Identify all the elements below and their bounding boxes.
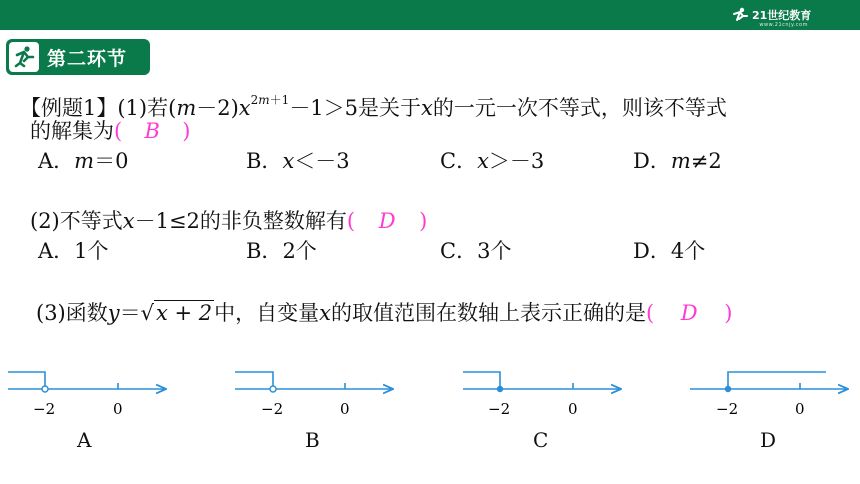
number-lines <box>0 364 860 484</box>
q2-option-c: C．3个 <box>440 239 512 263</box>
q2-option-d: D．4个 <box>633 239 706 263</box>
q1-option-b: B．x＜－3 <box>246 149 350 173</box>
q2-line <box>30 208 427 234</box>
q1-minus2: －2) <box>196 96 239 120</box>
q2-prefix: (2)不等式 <box>30 209 123 233</box>
tick-label-zero: 0 <box>340 400 350 418</box>
q1-rest: －1＞5是关于 <box>289 96 422 120</box>
q1-exponent: 2m＋1 <box>250 93 290 107</box>
q2-paren-open: ( <box>346 209 356 233</box>
tick-label-minus2: −2 <box>33 400 56 418</box>
runner-logo-icon <box>730 7 748 23</box>
logo-url: www.21cnjy.com <box>759 22 808 28</box>
q2-var-x: x <box>122 209 135 233</box>
q2-answer: D <box>378 209 396 233</box>
q1-tail: 的一元一次不等式，则该不等式 <box>432 96 727 120</box>
q3-mid: 中，自变量 <box>214 301 320 325</box>
header-bar <box>0 0 860 30</box>
number-line-a <box>8 372 165 418</box>
q1-answer: B <box>144 119 160 143</box>
q2-paren-close: ) <box>419 209 428 233</box>
number-line-b <box>235 372 392 418</box>
q2-rest: －1≤2的非负整数解有 <box>134 209 347 233</box>
tick-label-minus2: −2 <box>488 400 511 418</box>
q2-option-b: B．2个 <box>246 239 317 263</box>
q1-line2-text: 的解集为 <box>30 119 114 143</box>
radical-sign: √ <box>140 301 155 325</box>
q3-var-y: y <box>107 301 120 325</box>
figure-label-d: D <box>760 428 777 452</box>
tick-label-minus2: −2 <box>261 400 284 418</box>
q1-paren-open: ( <box>114 119 123 143</box>
number-line-d <box>690 372 847 418</box>
q3-paren-close: ) <box>724 301 733 325</box>
q3-paren-open: ( <box>646 301 655 325</box>
q1-line1 <box>20 90 727 121</box>
q3-tail: 的取值范围在数轴上表示正确的是 <box>331 301 647 325</box>
q1-var-x: x <box>238 96 251 120</box>
q3-answer: D <box>680 301 698 325</box>
q1-line2 <box>30 118 190 144</box>
number-line-c <box>463 372 620 418</box>
q1-option-c: C．x＞－3 <box>440 149 545 173</box>
q1-var-x2: x <box>421 96 433 120</box>
open-point <box>270 386 276 392</box>
q1-prefix: 【例题1】(1)若( <box>20 96 177 120</box>
section-title: 第二环节 <box>47 47 128 70</box>
tick-label-zero: 0 <box>568 400 578 418</box>
tick-label-zero: 0 <box>795 400 805 418</box>
figure-label-a: A <box>77 428 92 452</box>
q3-radicand: x + 2 <box>156 301 213 325</box>
q3-var-x: x <box>319 301 332 325</box>
figure-label-c: C <box>533 428 549 452</box>
open-point <box>42 386 48 392</box>
q1-var-m: m <box>176 96 197 120</box>
q3-line <box>36 300 732 326</box>
closed-point <box>725 386 731 392</box>
q1-option-d: D．m≠2 <box>633 149 722 173</box>
tick-label-minus2: −2 <box>716 400 739 418</box>
section-tag <box>6 39 150 75</box>
running-man-icon <box>9 42 39 72</box>
tick-label-zero: 0 <box>113 400 123 418</box>
sqrt-expression <box>141 300 215 326</box>
q3-eq: ＝ <box>119 301 141 325</box>
logo-text: 21世纪教育 <box>752 9 812 22</box>
q3-prefix: (3)函数 <box>36 301 108 325</box>
q1-option-a: A．m＝0 <box>38 149 129 173</box>
q2-option-a: A．1个 <box>38 239 109 263</box>
figure-label-b: B <box>305 428 320 452</box>
q1-paren-close: ) <box>182 119 191 143</box>
closed-point <box>497 386 503 392</box>
